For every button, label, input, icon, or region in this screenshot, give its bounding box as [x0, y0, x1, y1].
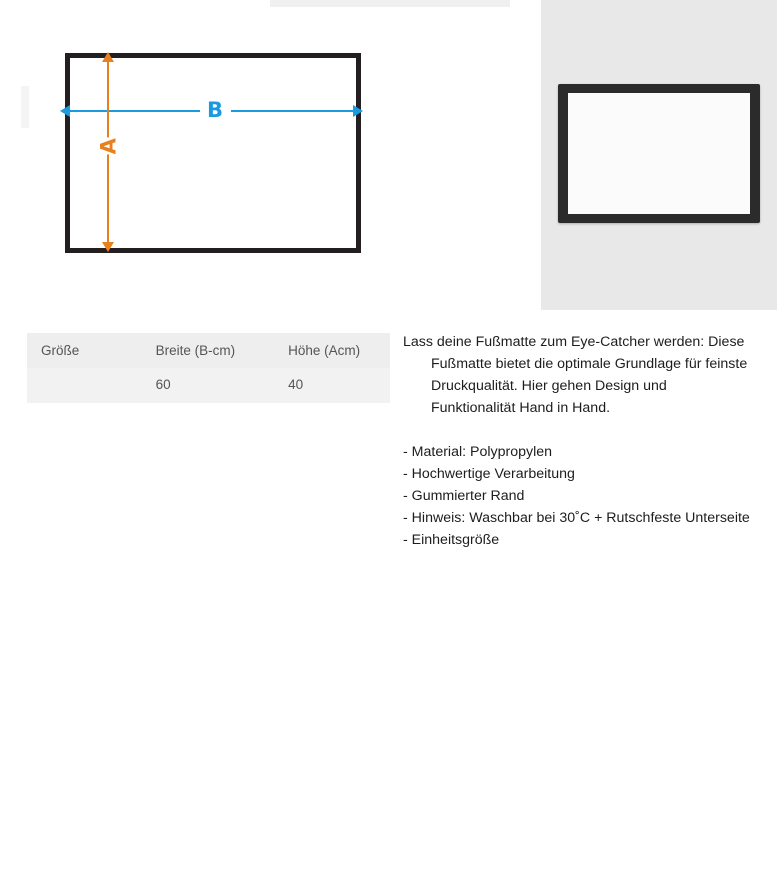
list-item: - Hochwertige Verarbeitung [403, 466, 575, 482]
cell-groesse [27, 368, 142, 403]
table-header-row [27, 333, 390, 368]
list-item: - Gummierter Rand [403, 488, 525, 504]
cell-hoehe: 40 [274, 368, 390, 403]
list-item: - Hinweis: Waschbar bei 30˚C + Rutschfeste Unterseite [403, 510, 750, 526]
description-bullet-list [403, 441, 755, 551]
list-item: - Einheitsgröße [403, 532, 500, 548]
cell-breite: 60 [142, 368, 274, 403]
size-table [27, 333, 390, 403]
product-description [403, 331, 755, 551]
width-label: B [200, 98, 231, 122]
column-header-hoehe: Höhe (Acm) [274, 333, 390, 368]
column-header-breite: Breite (B-cm) [142, 333, 274, 368]
height-label: A [90, 138, 126, 155]
dimension-diagram [0, 0, 540, 310]
doormat-photo-shape [558, 84, 760, 223]
table-row [27, 368, 390, 403]
product-photo [541, 0, 777, 310]
description-intro: Lass deine Fußmatte zum Eye-Catcher werden: Diese Fußmatte bietet die optimale Grundlage für feinste Druckqualität. Hier gehen Design und Funktionalität Hand in Hand. [403, 334, 748, 416]
list-item: - Material: Polypropylen [403, 444, 553, 460]
doormat-photo-inner [568, 93, 750, 214]
product-illustration-area [0, 0, 777, 310]
column-header-groesse: Größe [27, 333, 142, 368]
